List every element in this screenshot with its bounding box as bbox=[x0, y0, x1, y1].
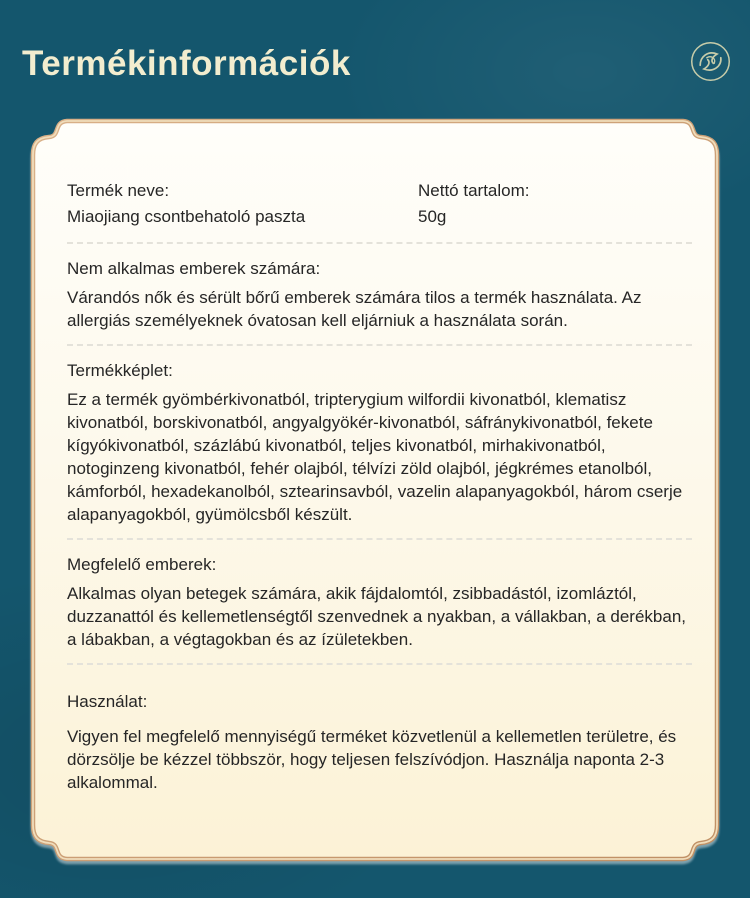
dashed-divider bbox=[67, 344, 692, 346]
section-unsuitable-people bbox=[67, 256, 692, 332]
page-title: Termékinformációk bbox=[22, 44, 351, 83]
product-name-block bbox=[67, 178, 418, 230]
section-body: Vigyen fel megfelelő mennyiségű terméket közvetlenül a kellemetlen területre, és dörzsölje be kézzel többször, hogy teljesen felszívódjon. Használja naponta 2-3 alkalommal. bbox=[67, 727, 677, 792]
card-content bbox=[67, 178, 692, 802]
net-content-block bbox=[418, 178, 692, 230]
product-info-card bbox=[30, 118, 720, 862]
section-heading: Termékképlet: bbox=[67, 361, 173, 380]
dashed-divider bbox=[67, 242, 692, 244]
dashed-divider bbox=[67, 538, 692, 540]
section-heading: Nem alkalmas emberek számára: bbox=[67, 259, 321, 278]
section-suitable-people bbox=[67, 552, 692, 651]
brand-swirl-logo-icon bbox=[688, 39, 733, 84]
section-usage bbox=[67, 689, 692, 794]
section-heading: Megfelelő emberek: bbox=[67, 555, 217, 574]
dashed-divider bbox=[67, 663, 692, 665]
section-body: Alkalmas olyan betegek számára, akik fájdalomtól, zsibbadástól, izomláztól, duzzanattól és kellemetlenségtől szenvednek a nyakban, a vállakban, a derékban, a lábakban, a végtagokban és az ízületekben. bbox=[67, 584, 687, 649]
net-content-label: Nettó tartalom: bbox=[418, 181, 530, 200]
section-body: Ez a termék gyömbérkivonatból, tripterygium wilfordii kivonatból, klematisz kivonatból, borskivonatból, angyalgyökér-kivonatból, sáfránykivonatból, fekete kígyókivonatból, százlábú kivonatból, teljes kivonatból, mirhakivonatból, notoginzeng kivonatból, fehér olajból, télvízi zöld olajból, jégkrémes etanolból, kámforból, hexadekanolból, sztearinsavból, vazelin alapanyagokból, három cserje alapanyagokból, gyümölcsből készült. bbox=[67, 390, 683, 524]
section-product-formula bbox=[67, 358, 692, 526]
product-meta-row bbox=[67, 178, 692, 230]
product-name-value: Miaojiang csontbehatoló paszta bbox=[67, 207, 306, 226]
net-content-value: 50g bbox=[418, 207, 447, 226]
section-heading: Használat: bbox=[67, 692, 148, 711]
section-body: Várandós nők és sérült bőrű emberek számára tilos a termék használata. Az allergiás személyeknek óvatosan kell eljárniuk a használata során. bbox=[67, 288, 642, 330]
product-name-label: Termék neve: bbox=[67, 181, 170, 200]
